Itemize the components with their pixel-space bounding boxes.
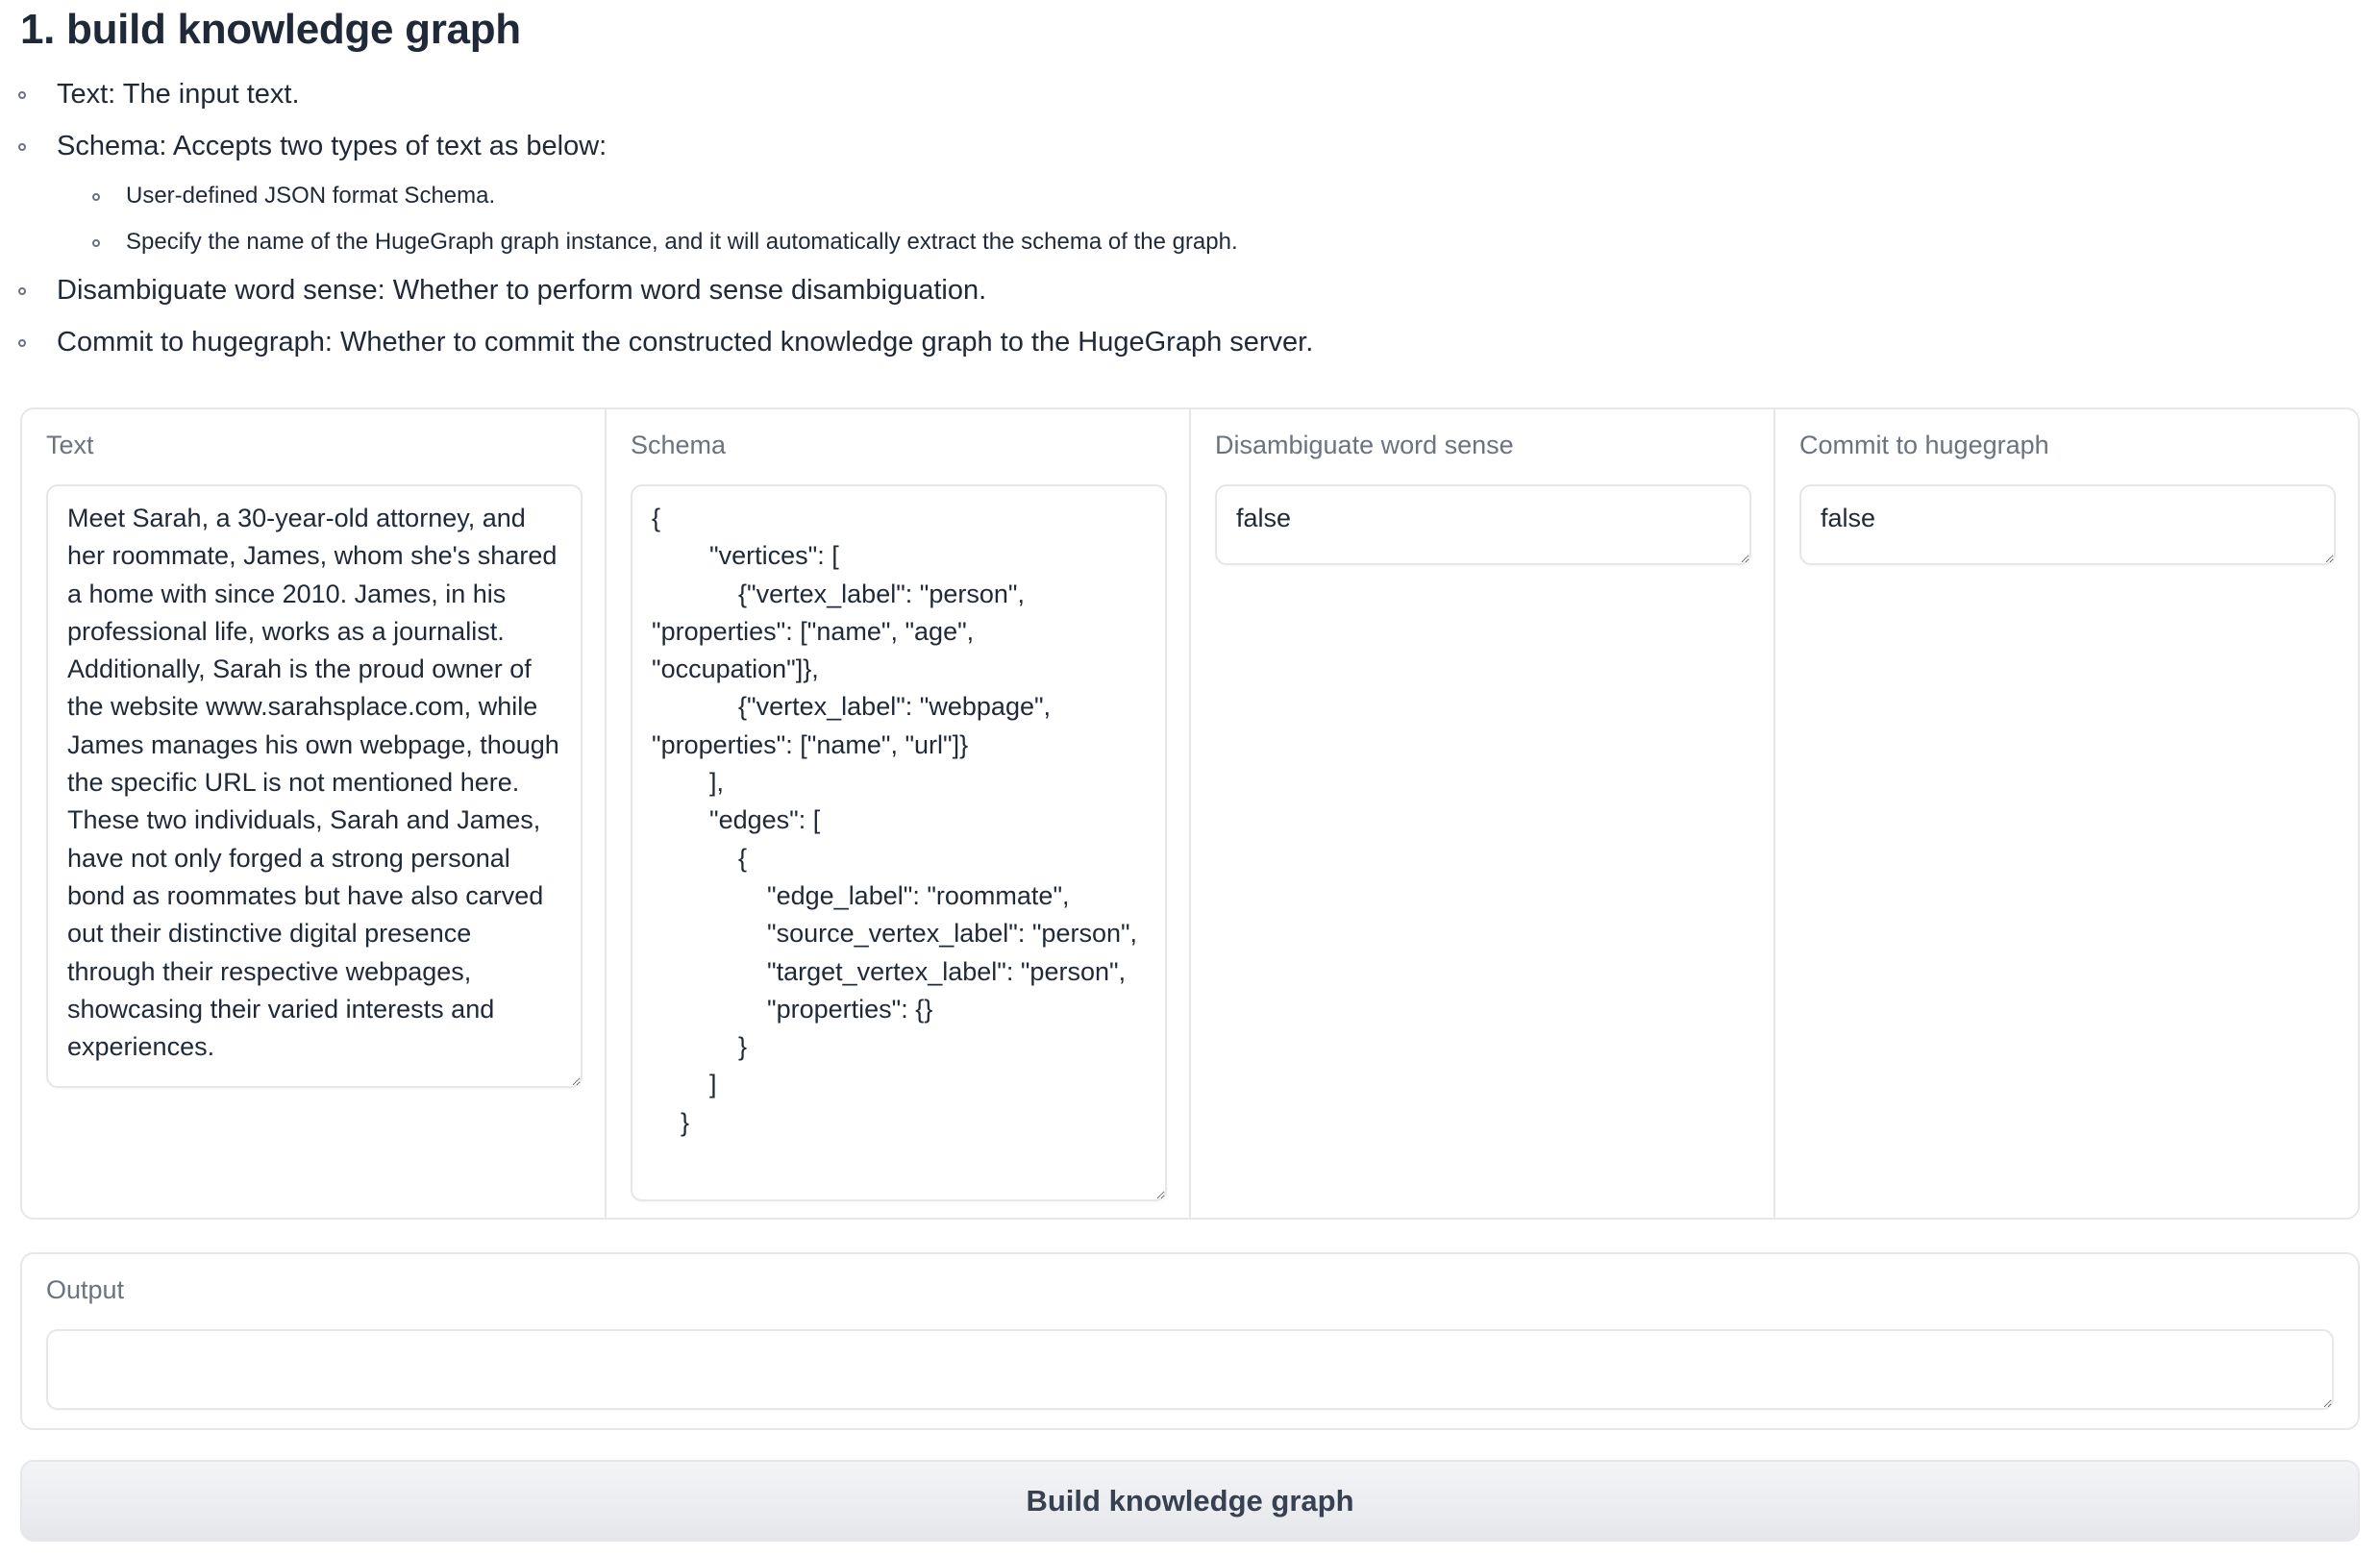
output-field[interactable] <box>46 1329 2334 1410</box>
circle-bullet-icon <box>18 339 26 347</box>
list-item-label: Text: The input text. <box>57 79 300 110</box>
text-label: Text <box>46 431 94 459</box>
schema-input[interactable] <box>631 484 1167 1201</box>
list-item-label: User-defined JSON format Schema. <box>126 183 496 209</box>
commit-label: Commit to hugegraph <box>1799 431 2049 459</box>
disambiguate-input[interactable] <box>1215 484 1751 565</box>
text-input[interactable] <box>46 484 583 1088</box>
disambiguate-label: Disambiguate word sense <box>1215 431 1514 459</box>
list-subitem-json-schema <box>126 183 495 210</box>
section-title: 1. build knowledge graph <box>20 6 521 53</box>
list-item-commit <box>57 327 1313 358</box>
list-subitem-graph-instance <box>126 229 1238 256</box>
circle-bullet-icon <box>92 193 100 201</box>
list-item-text <box>57 79 300 111</box>
list-item-schema <box>57 131 607 162</box>
schema-column <box>607 409 1191 1218</box>
circle-bullet-icon <box>18 287 26 295</box>
commit-column <box>1775 409 2358 1218</box>
list-item-label: Specify the name of the HugeGraph graph instance, and it will automatically extract the schema of the graph. <box>126 229 1238 255</box>
output-label: Output <box>46 1275 125 1304</box>
circle-bullet-icon <box>18 143 26 151</box>
list-item-label: Disambiguate word sense: Whether to perform word sense disambiguation. <box>57 275 987 306</box>
circle-bullet-icon <box>18 91 26 99</box>
list-item-label: Schema: Accepts two types of text as below: <box>57 131 607 161</box>
build-knowledge-graph-button[interactable]: Build knowledge graph <box>20 1460 2360 1542</box>
list-item-disambiguate <box>57 275 986 307</box>
schema-label: Schema <box>631 431 727 459</box>
circle-bullet-icon <box>92 239 100 247</box>
list-item-label: Commit to hugegraph: Whether to commit the constructed knowledge graph to the HugeGraph server. <box>57 327 1314 358</box>
disambiguate-column <box>1191 409 1775 1218</box>
commit-input[interactable] <box>1799 484 2336 565</box>
output-panel <box>20 1252 2360 1430</box>
text-column <box>22 409 607 1218</box>
inputs-panel <box>20 407 2360 1220</box>
